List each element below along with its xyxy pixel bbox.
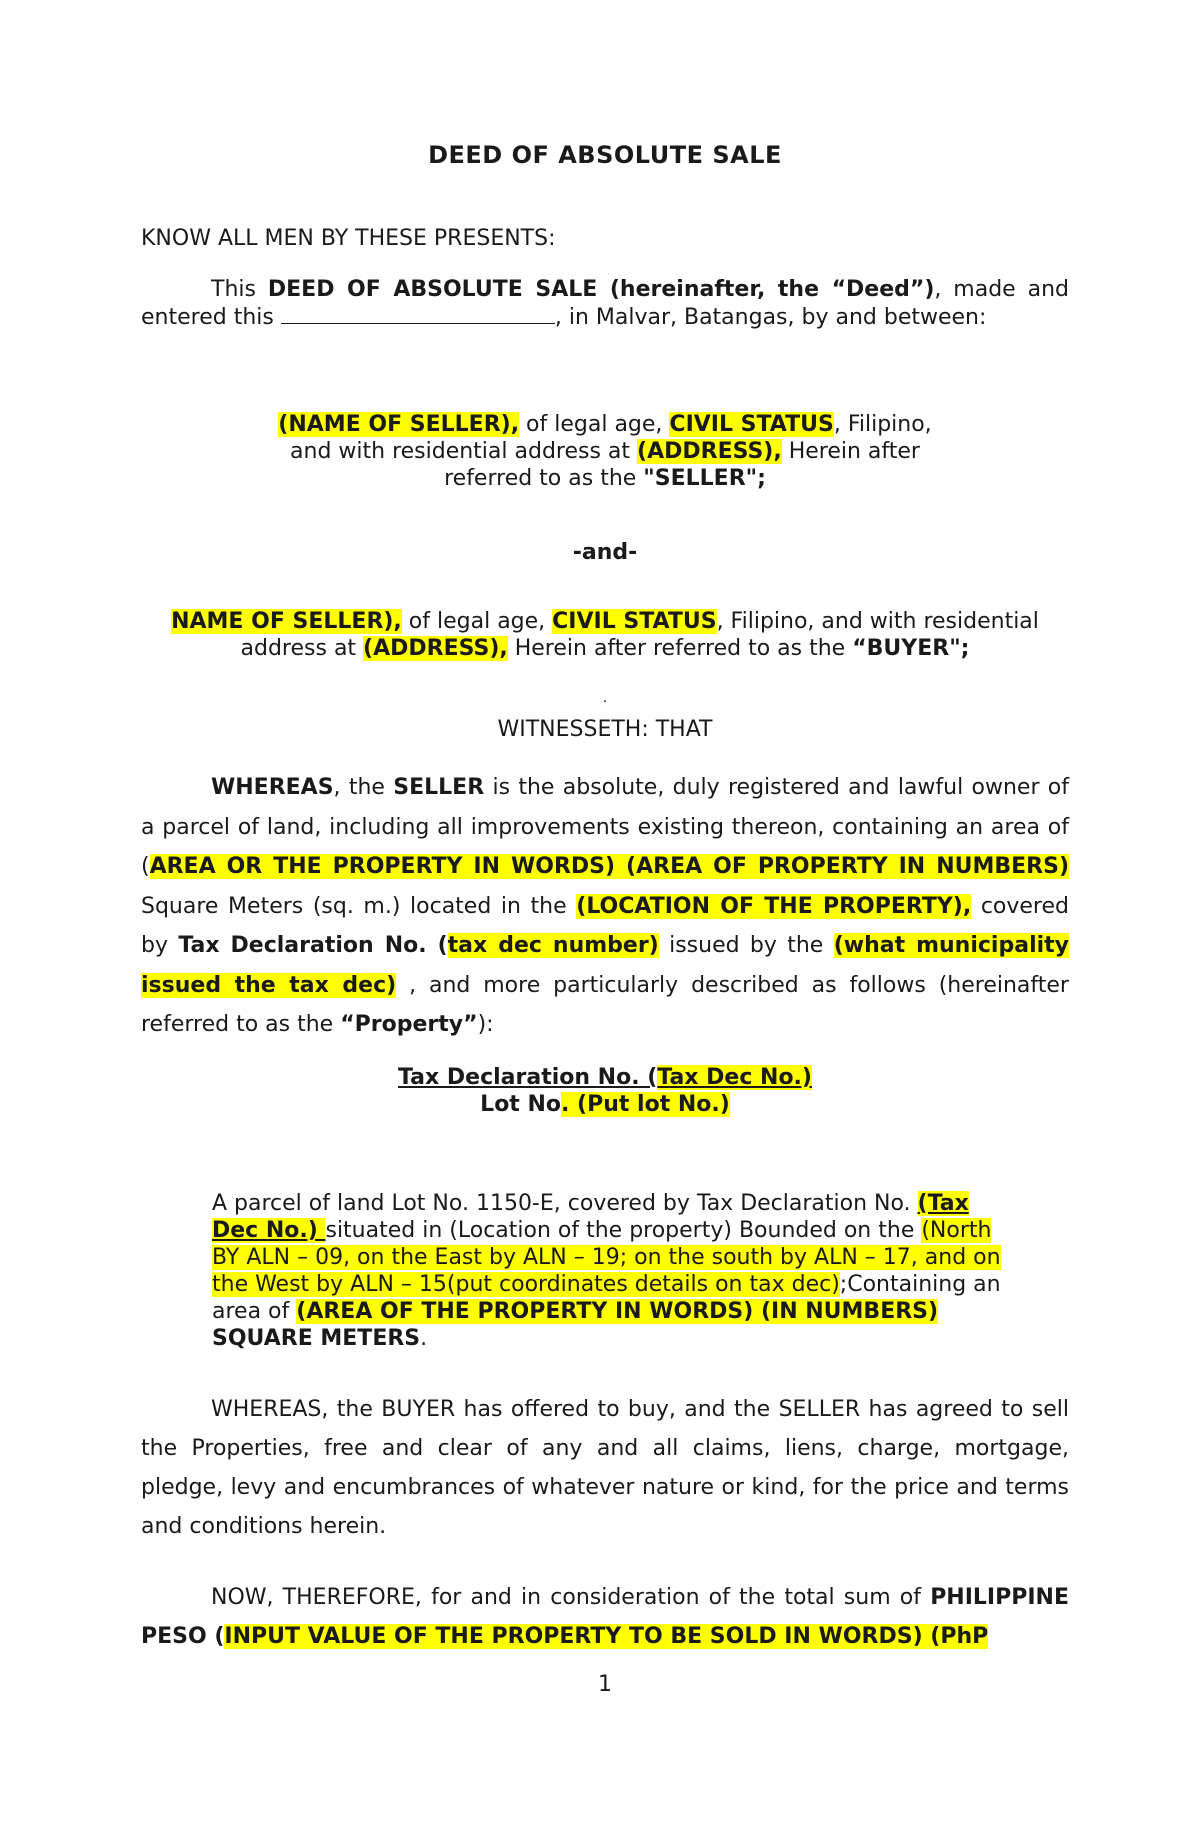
seller-party-block: (NAME OF SELLER), of legal age, CIVIL STATUS, Filipino, and with residential address at (ADDRESS), Herein after referred to as the "SELLER"; xyxy=(278,412,932,491)
buyer-civil-status-placeholder: CIVIL STATUS xyxy=(552,609,717,634)
municipality-placeholder: (what municipality issued the tax dec) xyxy=(141,933,1070,998)
and-separator: -and- xyxy=(572,540,638,565)
now-therefore-paragraph: NOW, THEREFORE, for and in consideration of the total sum of PHILIPPINE PESO (INPUT VALUE OF THE PROPERTY TO BE SOLD IN WORDS) (PhP xyxy=(141,1585,1069,1649)
date-blank-line xyxy=(281,303,555,324)
property-value-placeholder: INPUT VALUE OF THE PROPERTY TO BE SOLD IN WORDS) (PhP xyxy=(224,1624,989,1649)
page-number: 1 xyxy=(598,1672,612,1697)
tax-dec-no-placeholder: Tax Dec No.) xyxy=(657,1065,812,1090)
parcel-bounds-placeholder: (North BY ALN – 09, on the East by ALN – 19; on the south by ALN – 17, and on the West by ALN – 15(put coordinates details on tax dec) xyxy=(212,1218,1001,1297)
lot-no-placeholder: . (Put lot No.) xyxy=(561,1092,730,1117)
separator-dot: . xyxy=(602,690,608,706)
seller-civil-status-placeholder: CIVIL STATUS xyxy=(669,412,834,437)
intro-paragraph: This DEED OF ABSOLUTE SALE (hereinafter, the “Deed”), made and entered this , in Malvar, Batangas, by and between: xyxy=(141,277,1070,330)
parcel-description: A parcel of land Lot No. 1150-E, covered by Tax Declaration No. (Tax Dec No.) situated in (Location of the property) Bounded on the (North BY ALN – 09, on the East by ALN – 19; on the south by ALN – 17, and on the West by ALN – 15(put coordinates details on tax dec);Containing an area of (AREA OF THE PROPERTY IN WORDS) (IN NUMBERS) SQUARE METERS. xyxy=(212,1191,1001,1351)
parcel-area-placeholder: (AREA OF THE PROPERTY IN WORDS) (IN NUMBERS) xyxy=(296,1299,939,1324)
buyer-role: “BUYER"; xyxy=(852,636,970,661)
seller-name-placeholder: NAME OF SELLER), xyxy=(288,412,520,437)
seller-address-placeholder: (ADDRESS), xyxy=(637,439,782,464)
buyer-party-block: NAME OF SELLER), of legal age, CIVIL STATUS, Filipino, and with residential address at (ADDRESS), Herein after referred to as the “BUYER"; xyxy=(171,609,1039,661)
buyer-name-placeholder: NAME OF SELLER), xyxy=(171,609,402,634)
parcel-tax-dec-placeholder: (Tax Dec No.) xyxy=(212,1191,969,1243)
document-title: DEED OF ABSOLUTE SALE xyxy=(428,141,782,169)
tax-dec-number-placeholder: tax dec number) xyxy=(447,933,659,958)
location-placeholder: (LOCATION OF THE PROPERTY), xyxy=(576,893,972,919)
buyer-address-placeholder: (ADDRESS), xyxy=(363,636,508,661)
whereas-offer-paragraph: WHEREAS, the BUYER has offered to buy, and the SELLER has agreed to sell the Properties, free and clear of any and all claims, liens, charge, mortgage, pledge, levy and encumbrances of whatever nature or kind, for the price and terms and conditions herein. xyxy=(141,1397,1069,1539)
tax-declaration-heading: Tax Declaration No. (Tax Dec No.) Lot No. (Put lot No.) xyxy=(398,1065,812,1117)
witnesseth-heading: WITNESSETH: THAT xyxy=(497,717,713,742)
area-placeholder: AREA OR THE PROPERTY IN WORDS) (AREA OF PROPERTY IN NUMBERS) xyxy=(149,854,1069,879)
deed-title-reference: DEED OF ABSOLUTE SALE (hereinafter, the “Deed”) xyxy=(267,277,935,302)
know-all-men-heading: KNOW ALL MEN BY THESE PRESENTS: xyxy=(141,226,556,251)
whereas-ownership-paragraph: WHEREAS, the SELLER is the absolute, duly registered and lawful owner of a parcel of land, including all improvements existing thereon, containing an area of (AREA OR THE PROPERTY IN WORDS) (AREA OF PROPERTY IN NUMBERS) Square Meters (sq. m.) located in the (LOCATION OF THE PROPERTY), covered by Tax Declaration No. (tax dec number) issued by the (what municipality issued the tax dec) , and more particularly described as follows (hereinafter referred to as the “Property”): xyxy=(141,775,1070,1037)
seller-role: "SELLER"; xyxy=(643,466,766,491)
